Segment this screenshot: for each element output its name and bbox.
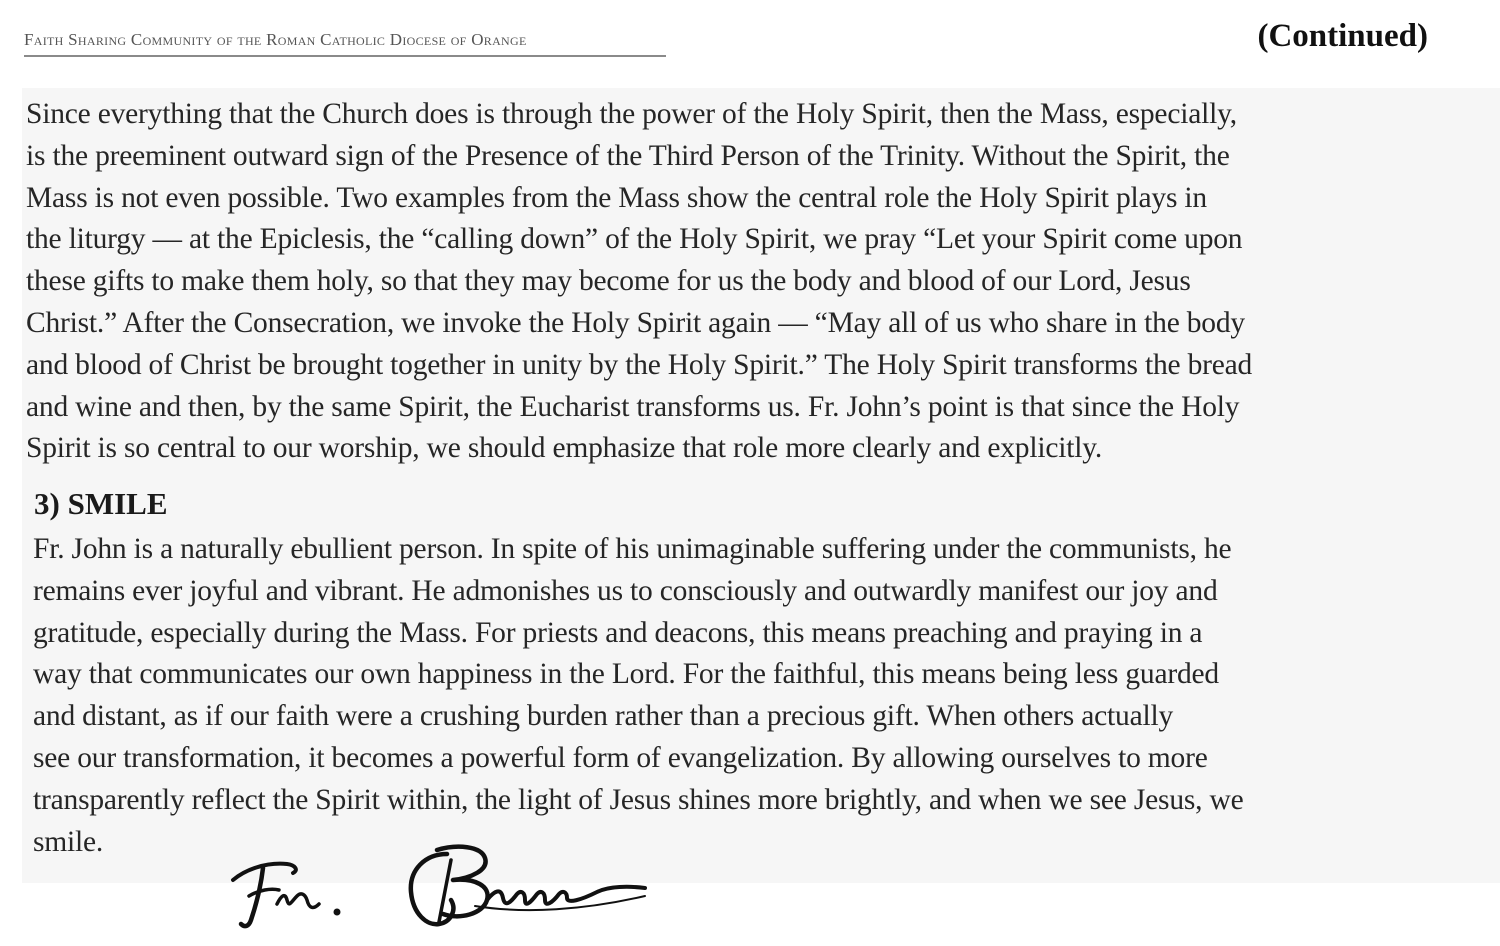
text-line: and distant, as if our faith were a crushing burden rather than a precious gift. When others actually <box>33 700 1174 733</box>
text-line: is the preeminent outward sign of the Presence of the Third Person of the Trinity. Without the Spirit, the <box>26 139 1230 172</box>
text-line: and wine and then, by the same Spirit, the Eucharist transforms us. Fr. John’s point is that since the Holy <box>26 390 1240 423</box>
text-line: way that communicates our own happiness in the Lord. For the faithful, this means being less guarded <box>33 658 1219 691</box>
text-line: Spirit is so central to our worship, we should emphasize that role more clearly and explicitly. <box>26 432 1103 465</box>
text-line: and blood of Christ be brought together in unity by the Holy Spirit.” The Holy Spirit transforms the bread <box>26 348 1253 381</box>
text-line: these gifts to make them holy, so that they may become for us the body and blood of our Lord, Jesus <box>26 265 1191 298</box>
paragraph-smile <box>33 529 1483 863</box>
section-heading-smile: 3) SMILE <box>34 486 168 521</box>
signature-image <box>225 840 665 935</box>
text-line: gratitude, especially during the Mass. For priests and deacons, this means preaching and praying in a <box>33 616 1203 649</box>
text-line: Mass is not even possible. Two examples from the Mass show the central role the Holy Spirit plays in <box>26 181 1207 214</box>
text-line: transparently reflect the Spirit within, the light of Jesus shines more brightly, and when we see Jesus, we <box>33 783 1244 816</box>
text-line: remains ever joyful and vibrant. He admonishes us to consciously and outwardly manifest our joy and <box>33 574 1218 607</box>
text-line: Fr. John is a naturally ebullient person. In spite of his unimaginable suffering under the communists, he <box>33 533 1232 565</box>
text-line: see our transformation, it becomes a powerful form of evangelization. By allowing ourselves to more <box>33 741 1208 774</box>
header-divider <box>24 55 666 57</box>
paragraph-holy-spirit <box>26 94 1496 470</box>
text-line: Since everything that the Church does is through the power of the Holy Spirit, then the Mass, especially, <box>26 98 1237 130</box>
text-line: Christ.” After the Consecration, we invoke the Holy Spirit again — “May all of us who share in the body <box>26 306 1245 339</box>
text-line: smile. <box>33 825 104 858</box>
publication-header: Faith Sharing Community of the Roman Catholic Diocese of Orange <box>24 30 527 49</box>
continued-label: (Continued) <box>1257 18 1428 54</box>
text-line: the liturgy — at the Epiclesis, the “calling down” of the Holy Spirit, we pray “Let your Spirit come upon <box>26 223 1243 256</box>
